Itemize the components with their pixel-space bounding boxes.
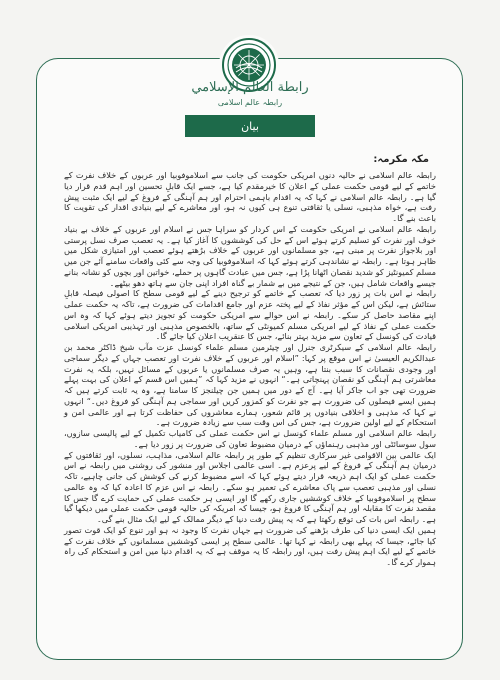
paragraph: رابطہ عالم اسلامی نے حالیہ دنوں امریکی حکومت کی جانب سے اسلاموفوبیا اور عربوں کے خلاف نفرت کے خاتمے کے لیے قومی حکمت عملی کے اعلان کا خیرمقدم کیا ہے، جسے ایک قابلِ تحسین اور اہم قدم قرار دیا گیا ہے۔ رابطہ عالم اسلامی نے کہا کہ یہ اقدام باہمی احترام اور ہم آہنگی کے فروغ کے لیے ایک مثبت پیش رفت ہے، خواہ مذہبی، نسلی یا ثقافتی تنوع ہی کیوں نہ ہو، اور معاشرے کے لیے بنیادی اقدار کی تقویت کا باعث بنے گا۔ [64,170,436,223]
paragraph: رابطہ عالم اسلامی نے امریکی حکومت کے اس کردار کو سراہا جس نے اسلام اور عربوں کے خلاف بے بنیاد خوف اور نفرت کو تسلیم کرتے ہوئے اس کے حل کی کوششوں کا آغاز کیا ہے۔ یہ تعصب صرف نسل پرستی اور بلاجواز نفرت پر مبنی ہے، جو مسلمانوں اور عربوں کے خلاف بڑھتے ہوئے تعصب اور امتیازی شکل میں ظاہر ہوتا ہے۔ رابطہ نے نشاندہی کرتے ہوئے کہا کہ اسلاموفوبیا کی وجہ سے کئی واقعات سامنے آئے جن میں مسلم کمیونٹیز کو شدید نقصان اٹھانا پڑا ہے، جس میں عبادت گاہوں پر حملے، خواتین اور بچوں کو نشانہ بنانے جیسے واقعات شامل ہیں، جن کے نتیجے میں بے شمار بے گناہ افراد اپنی جان سے ہاتھ دھو بیٹھے۔ [64,223,436,288]
org-name-arabic: رابطة العالم الإسلامي [191,80,309,95]
dateline: مکہ مکرمہ: [373,154,429,165]
org-name-urdu: رابطہ عالم اسلامی [217,98,283,107]
paragraph: ہمیں ایک ایسی دنیا کی طرف بڑھنے کی ضرورت ہے جہاں نفرت کا وجود نہ ہو اور تنوع کو ایک قوت تصور کیا جائے، جیسا کہ پہلے بھی رابطہ نے کہا تھا۔ عالمی سطح پر ایسی کوششیں مسلمانوں کے خلاف نفرت کے خاتمے کے لیے ایک اہم پیش رفت ہیں، اور رابطہ کا یہ موقف ہے کہ یہ اقدام دنیا میں امن و استحکام کی راہ ہموار کرے گا۔ [64,524,436,567]
section-badge: بیان [185,115,315,137]
paragraph: ایک عالمی بین الاقوامی غیر سرکاری تنظیم کے طور پر رابطہ عالم اسلامی، مذاہب، نسلوں، اور ثقافتوں کے درمیان ہم آہنگی کے فروغ کے لیے پرعزم ہے۔ اسی عالمی اجلاس اور منشور کی روشنی میں رابطہ نے اس حکمت عملی کو ایک اہم ذریعہ قرار دیتے ہوئے کہا کہ اسے مضبوط کرنے کی کوشش کی جانی چاہیے، تاکہ نسلی اور مذہبی تعصب سے پاک معاشرے کی تعمیر ہو سکے۔ رابطہ نے اس عزم کا اعادہ کیا کہ وہ عالمی سطح پر اسلاموفوبیا کے خلاف کوششیں جاری رکھے گا اور ایسی ہر حکمت عملی کی حمایت کرے گا جس کا مقصد نفرت کا مقابلہ اور ہم آہنگی کا فروغ ہو، جیسا کہ امریکہ کی حالیہ قومی حکمت عملی میں دیکھا گیا ہے۔ رابطہ اس بات کی توقع رکھتا ہے کہ یہ پیش رفت دنیا کے دیگر ممالک کے لیے ایک مثال بنے گی۔ [64,449,436,524]
paragraph: رابطہ عالم اسلامی کے سیکرٹری جنرل اور چیئرمین مسلم علماء کونسل عزت مآب شیخ ڈاکٹر محمد بن عبدالکریم العیسیٰ نے اس موقع پر کہا: ”اسلام اور عربوں کے خلاف نفرت اور تعصب جہاں کے دیگر سماجی اور وجودی نقصانات کا سبب بنتا ہے، وہیں یہ صرف مسلمانوں یا عربوں کے مسائل نہیں، بلکہ یہ نفرت معاشرتی ہم آہنگی کو نقصان پہنچاتی ہے۔“ انہوں نے مزید کہا کہ ”ہمیں اس قسم کے اعلان کی بہت پہلے ضرورت تھی جو اب جاکر آیا ہے۔ آج کے دور میں ہمیں جن چیلنجز کا سامنا ہے، وہ یہ ثابت کرتے ہیں کہ ہمیں ایسے فیصلوں کی ضرورت ہے جو نفرت کو کمزور کریں اور سماجی ہم آہنگی کو فروغ دیں۔“ انہوں نے کہا کہ مذہبی و اخلاقی بنیادوں پر قائم شعور، ہمارے معاشروں کی حفاظت کرتا ہے اور عالمی امن و استحکام کے لیے اولین ضرورت ہے، جس کی اس وقت سب سے زیادہ ضرورت ہے۔ [64,342,436,428]
statement-body [64,170,436,568]
paragraph: رابطہ عالم اسلامی اور مسلم علماء کونسل نے اس حکمت عملی کی کامیاب تکمیل کے لیے پالیسی سازوں، سول سوسائٹی اور مذہبی رہنماؤں کے درمیان مضبوط تعاون کی ضرورت پر زور دیا ہے۔ [64,428,436,449]
paragraph: رابطہ نے اس بات پر زور دیا کہ تعصب کے خاتمے کو ترجیح دینے کے لیے قومی سطح کا اصولی فیصلہ قابلِ ستائش ہے، لیکن اس کے مؤثر نفاذ کے لیے پختہ عزم اور جامع اقدامات کی ضرورت ہے، تاکہ یہ حکمت عملی اپنے مقاصد حاصل کر سکے۔ رابطہ نے اس حوالے سے امریکی حکومت کو تجویز دیتے ہوئے کہا کہ وہ اس حکمت عملی کے نفاذ کے لیے امریکی مسلم کمیونٹی کے ساتھ، بالخصوص مذہبی اور تہذیبی امریکی اسلامی قیادت کی کونسل کے تعاون سے مزید بہتر بنائے، جس کا عنقریب اعلان کیا جائے گا۔ [64,288,436,342]
